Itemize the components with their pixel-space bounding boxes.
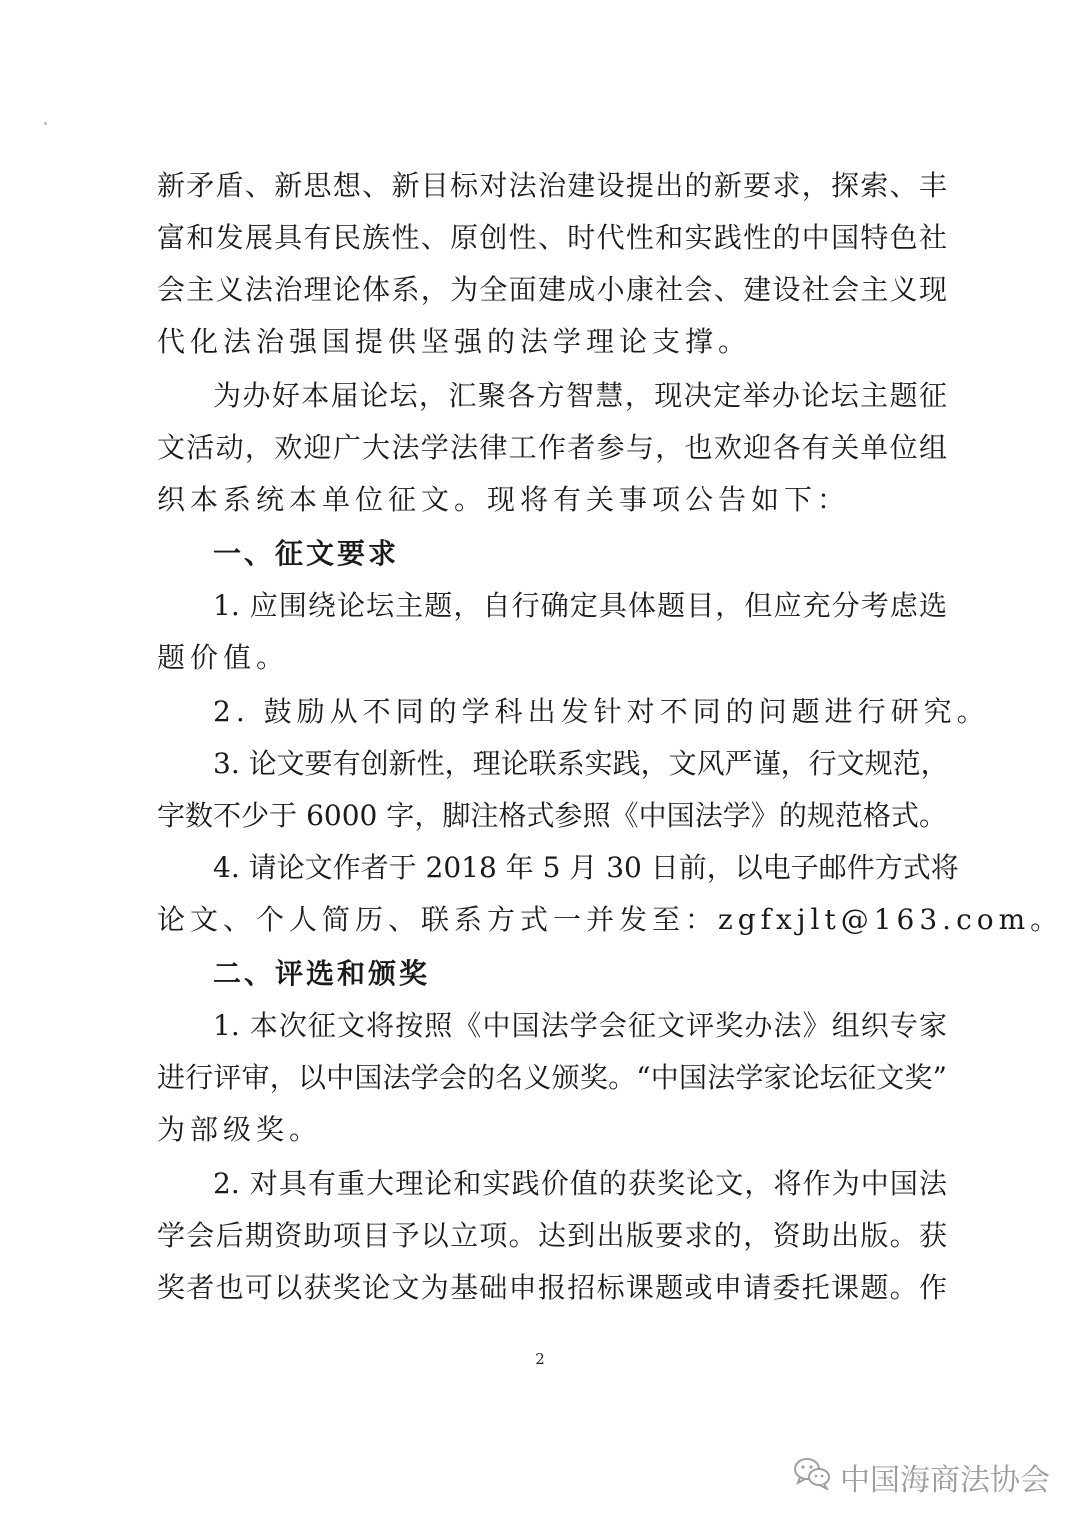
text-line: 论文、个人简历、联系方式一并发至：zgfxjlt@163.com。 <box>157 903 1064 936</box>
text-line: 学会后期资助项目予以立项。达到出版要求的，资助出版。获 <box>157 1219 947 1252</box>
text-line: 字数不少于 6000 字，脚注格式参照《中国法学》的规范格式。 <box>157 799 947 832</box>
paragraph-start-line: 2. 鼓励从不同的学科出发针对不同的问题进行研究。 <box>213 695 990 728</box>
text-line: 富和发展具有民族性、原创性、时代性和实践性的中国特色社 <box>157 221 947 254</box>
text-line: 奖者也可以获奖论文为基础申报招标课题或申请委托课题。作 <box>157 1271 947 1304</box>
section-heading-1: 一、征文要求 <box>213 537 400 570</box>
section-heading-2: 二、评选和颁奖 <box>213 957 431 990</box>
text-line: 代化法治强国提供坚强的法学理论支撑。 <box>157 325 752 358</box>
text-line: 会主义法治理论体系，为全面建成小康社会、建设社会主义现 <box>157 273 947 306</box>
paragraph-start-line: 4. 请论文作者于 2018 年 5 月 30 日前，以电子邮件方式将 <box>213 851 959 884</box>
text-line: 织本系统本单位征文。现将有关事项公告如下： <box>157 483 851 516</box>
paragraph-start-line: 1. 应围绕论坛主题，自行确定具体题目，但应充分考虑选 <box>213 589 947 622</box>
page-number: 2 <box>535 1350 545 1368</box>
paragraph-start-line: 为办好本届论坛，汇聚各方智慧，现决定举办论坛主题征 <box>213 379 947 412</box>
text-line: 新矛盾、新思想、新目标对法治建设提出的新要求，探索、丰 <box>157 169 947 202</box>
text-line: 题价值。 <box>157 641 290 674</box>
text-line: 为部级奖。 <box>157 1113 323 1146</box>
paragraph-start-line: 2. 对具有重大理论和实践价值的获奖论文，将作为中国法 <box>213 1167 947 1200</box>
paragraph-start-line: 3. 论文要有创新性，理论联系实践，文风严谨，行文规范， <box>213 747 949 780</box>
wechat-icon <box>792 1456 832 1498</box>
watermark <box>792 1455 1050 1499</box>
text-line: 进行评审，以中国法学会的名义颁奖。“中国法学家论坛征文奖” <box>157 1061 947 1094</box>
paragraph-start-line: 1. 本次征文将按照《中国法学会征文评奖办法》组织专家 <box>213 1009 947 1042</box>
text-line: 文活动，欢迎广大法学法律工作者参与，也欢迎各有关单位组 <box>157 431 947 464</box>
watermark-text: 中国海商法协会 <box>840 1463 1050 1498</box>
scan-speck <box>44 122 47 125</box>
